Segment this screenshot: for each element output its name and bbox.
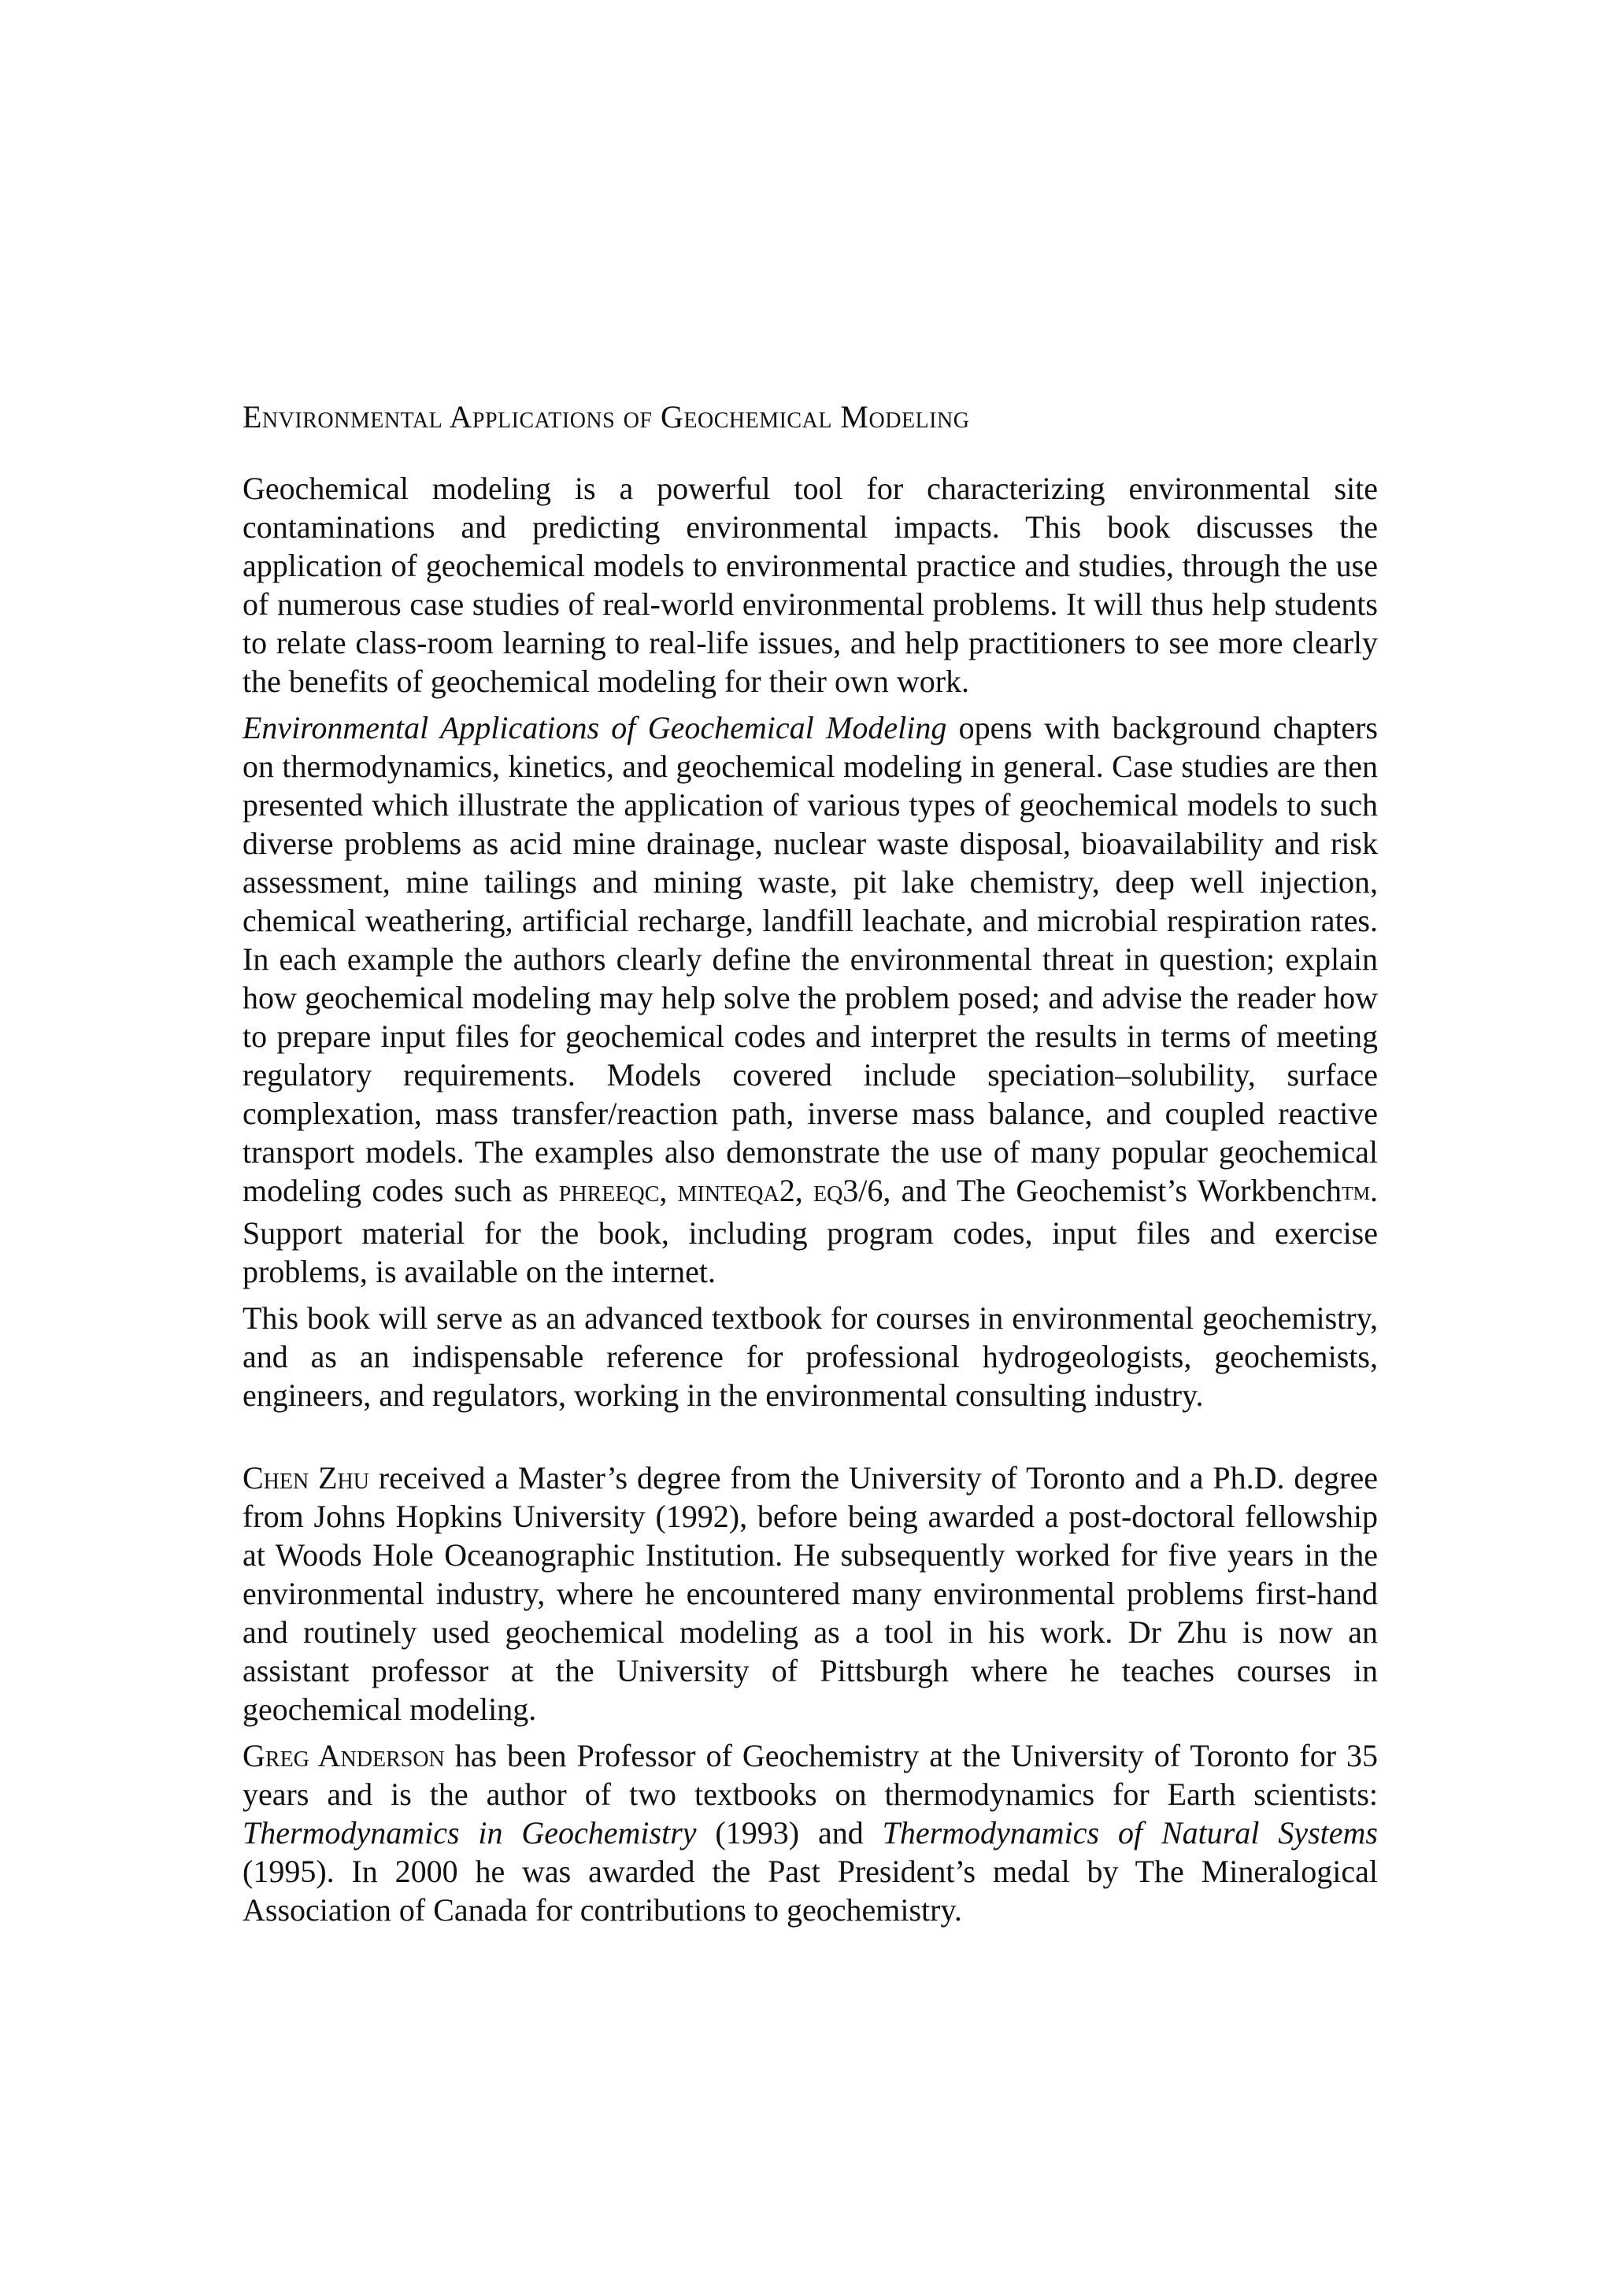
separator: , bbox=[659, 1173, 678, 1208]
author-bio-text: (1993) and bbox=[696, 1815, 883, 1850]
author-bio-text: received a Master’s degree from the University of Toronto and a Ph.D. degree from Johns Hopkins University (1992), before being awarded a post-doctoral fellowship at Woods Hole Oceanographic Institution. He subsequently worked for five years in the environmental industry, where he encountered many environmental problems first-hand and routinely used geochemical modeling as a tool in his work. Dr Zhu is now an assistant professor at the University of Pittsburgh where he teaches courses in geochemical modeling. bbox=[243, 1460, 1378, 1727]
book-title-italic: Thermodynamics in Geochemistry bbox=[243, 1815, 697, 1850]
blurb-paragraph-1: Geochemical modeling is a powerful tool for characterizing environmental site contaminations and predicting environmental impacts. This book discusses the application of geochemical models to environmental practice and studies, through the use of numerous case studies of real-world environmental problems. It will thus help students to relate class-room learning to real-life issues, and help practitioners to see more clearly the benefits of geochemical modeling for their own work. bbox=[243, 471, 1378, 699]
book-description-page bbox=[243, 394, 1378, 1937]
author-bio-text: (1995). In 2000 he was awarded the Past President’s medal by The Mineralogical Association of Canada for contributions to geochemistry. bbox=[243, 1854, 1378, 1928]
blurb-text: , and The Geochemist’s Workbench bbox=[883, 1173, 1342, 1208]
author-bio-chen-zhu bbox=[243, 1459, 1378, 1728]
author-bio-greg-anderson bbox=[243, 1736, 1378, 1929]
author-name: Greg Anderson bbox=[243, 1738, 445, 1773]
blurb-text: . Support material for the book, including program codes, input files and exercise problems, is available on the internet. bbox=[243, 1173, 1379, 1289]
code-name-eq36: eq3/6 bbox=[813, 1173, 883, 1208]
separator: , bbox=[794, 1173, 813, 1208]
blurb-paragraph-3: This book will serve as an advanced textbook for courses in environmental geochemistry, and as an indispensable reference for professional hydrogeologists, geochemists, engineers, and regulators, working in the environmental consulting industry. bbox=[243, 1300, 1378, 1413]
book-title: Environmental Applications of Geochemical Modeling bbox=[243, 399, 970, 434]
book-title-italic: Environmental Applications of Geochemical Modeling bbox=[243, 710, 947, 745]
author-name: Chen Zhu bbox=[243, 1460, 369, 1496]
trademark-symbol: TM bbox=[1342, 1184, 1371, 1204]
code-name-phreeqc: phreeqc bbox=[558, 1173, 660, 1208]
blurb-paragraph-2 bbox=[243, 708, 1378, 1291]
section-spacer bbox=[243, 1422, 1378, 1459]
code-name-minteqa2: minteqa2 bbox=[677, 1173, 795, 1208]
blurb-text: opens with background chapters on thermodynamics, kinetics, and geochemical modeling in general. Case studies are then presented which illustrate the application of various types of geochemical models to such diverse problems as acid mine drainage, nuclear waste disposal, bioavailability and risk assessment, mine tailings and mining waste, pit lake chemistry, deep well injection, chemical weathering, artificial recharge, landfill leachate, and microbial respiration rates. In each example the authors clearly define the environmental threat in question; explain how geochemical modeling may help solve the problem posed; and advise the reader how to prepare input files for geochemical codes and interpret the results in terms of meeting regulatory requirements. Models covered include speciation–solubility, surface complexation, mass transfer/reaction path, inverse mass balance, and coupled reactive transport models. The examples also demonstrate the use of many popular geochemical modeling codes such as bbox=[243, 710, 1378, 1208]
author-bio-text: has been Professor of Geochemistry at the University of Toronto for 35 years and is the author of two textbooks on thermodynamics for Earth scientists: bbox=[243, 1738, 1378, 1812]
book-title-italic: Thermodynamics of Natural Systems bbox=[882, 1815, 1378, 1850]
